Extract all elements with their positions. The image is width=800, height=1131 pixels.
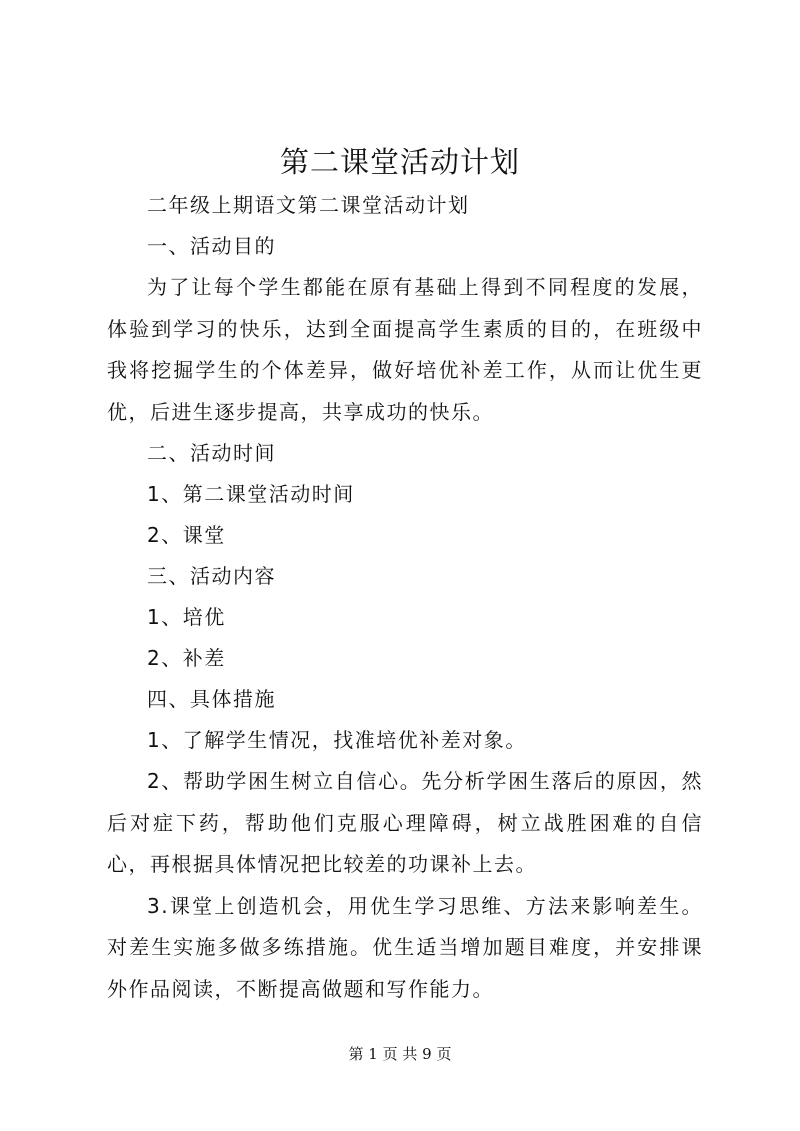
purpose-paragraph: 为了让每个学生都能在原有基础上得到不同程度的发展，体验到学习的快乐，达到全面提高学生素质的目的，在班级中我将挖掘学生的个体差异，做好培优补差工作，从而让优生更优，后进生逐步提高，共享成功的快乐。	[107, 275, 703, 424]
section-heading-3: 三、活动内容	[147, 564, 276, 588]
page-footer: 第 1 页 共 9 页	[348, 1045, 452, 1063]
section-heading-2: 二、活动时间	[147, 441, 276, 465]
document-body	[107, 185, 703, 1010]
subtitle-paragraph: 二年级上期语文第二课堂活动计划	[147, 193, 470, 217]
content-item-1: 1、培优	[147, 605, 226, 629]
measure-item-3: 3.课堂上创造机会，用优生学习思维、方法来影响差生。对差生实施多做多练措施。优生适当增加题目难度，并安排课外作品阅读，不断提高做题和写作能力。	[107, 893, 703, 1001]
measure-item-1: 1、了解学生情况，找准培优补差对象。	[147, 728, 527, 752]
time-item-2: 2、课堂	[147, 523, 226, 547]
section-heading-4: 四、具体措施	[147, 687, 276, 711]
measure-item-2: 2、帮助学困生树立自信心。先分析学困生落后的原因，然后对症下药，帮助他们克服心理障碍，树立战胜困难的自信心，再根据具体情况把比较差的功课补上去。	[107, 769, 703, 876]
section-heading-1: 一、活动目的	[147, 234, 276, 258]
document-title: 第二课堂活动计划	[279, 145, 520, 179]
time-item-1: 1、第二课堂活动时间	[147, 482, 355, 506]
content-item-2: 2、补差	[147, 646, 226, 670]
